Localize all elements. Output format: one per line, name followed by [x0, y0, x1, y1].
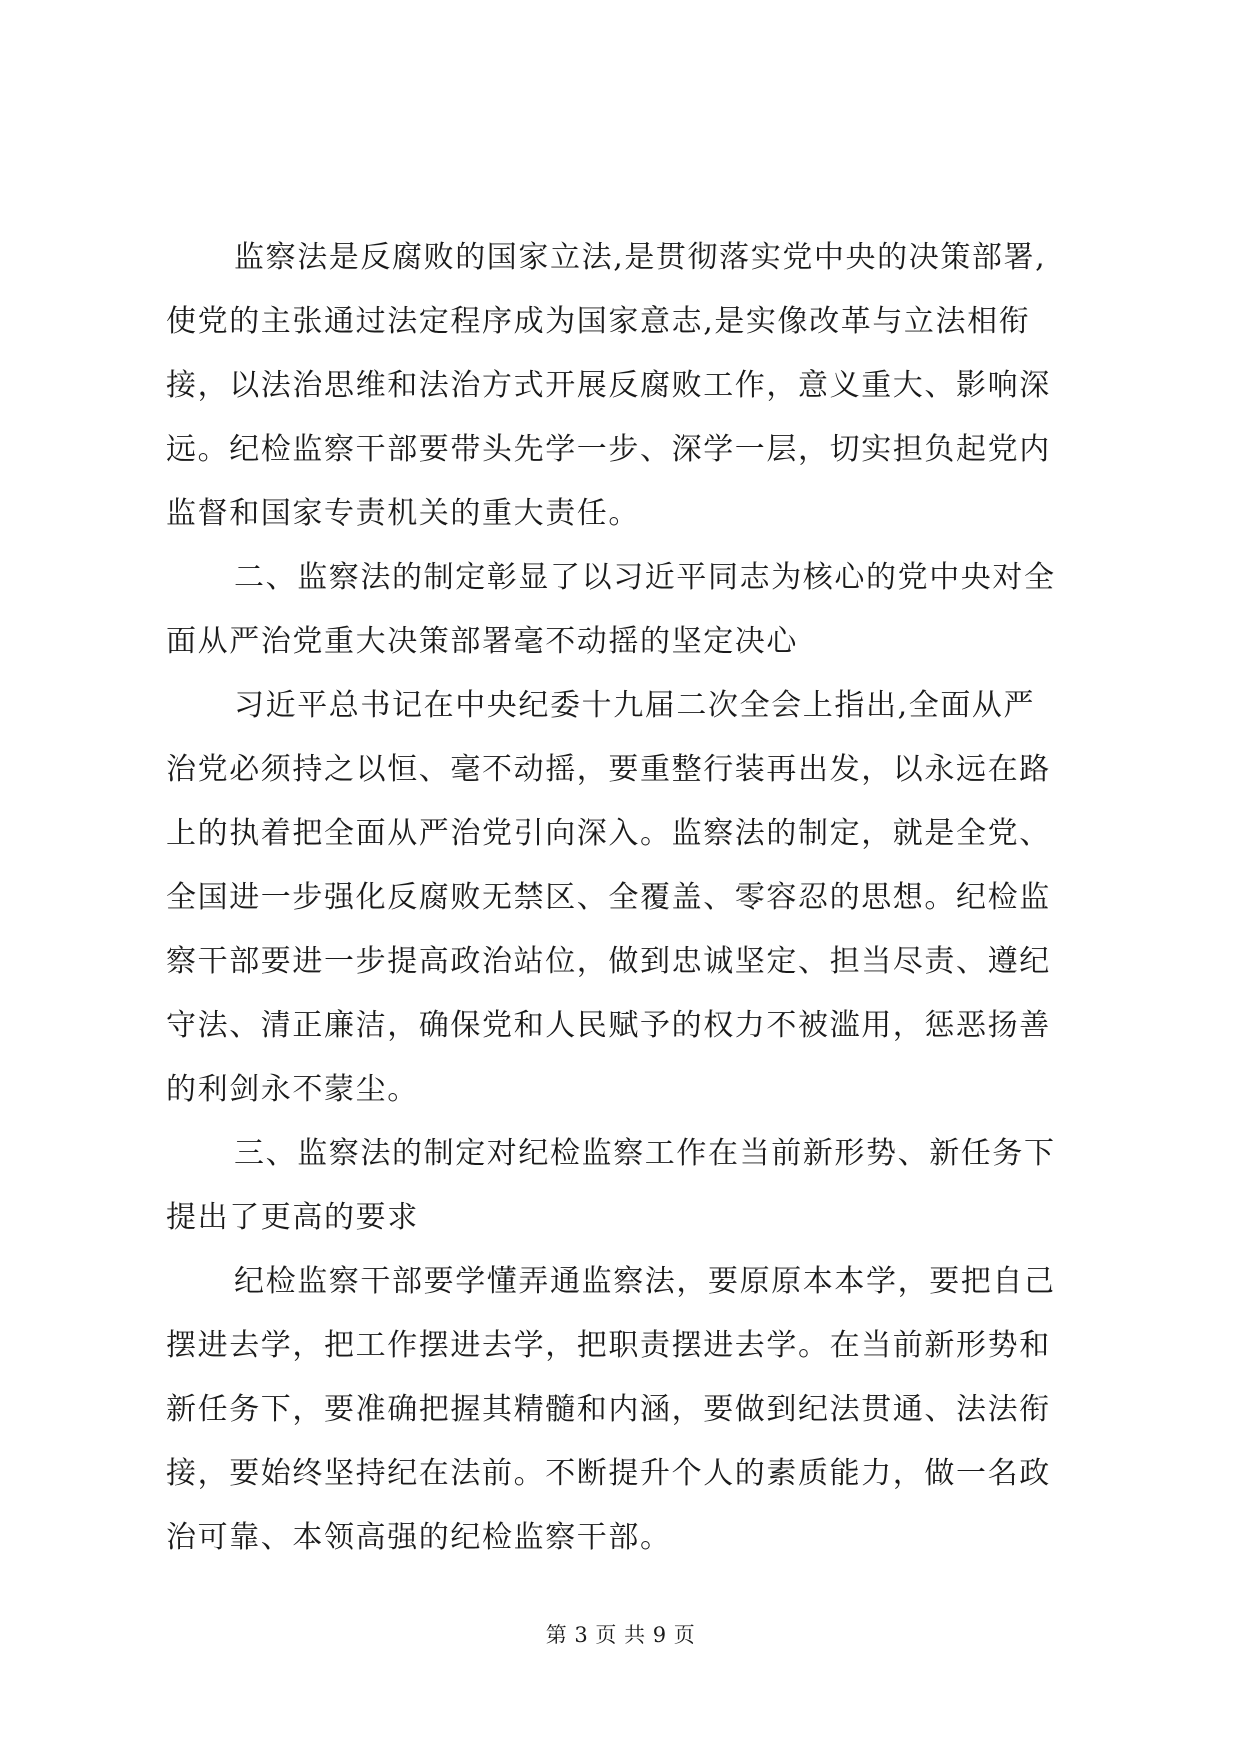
- text-line: 监察法是反腐败的国家立法,是贯彻落实党中央的决策部署,: [234, 240, 1047, 275]
- text-line: 监督和国家专责机关的重大责任。: [166, 496, 640, 531]
- section-heading-line: 二、监察法的制定彰显了以习近平同志为核心的党中央对全: [234, 560, 1056, 595]
- section-heading-line: 三、监察法的制定对纪检监察工作在当前新形势、新任务下: [234, 1136, 1056, 1171]
- text-line: 治党必须持之以恒、毫不动摇，要重整行装再出发，以永远在路: [166, 752, 1051, 787]
- text-line: 察干部要进一步提高政治站位，做到忠诚坚定、担当尽责、遵纪: [166, 944, 1051, 979]
- text-line: 接，要始终坚持纪在法前。不断提升个人的素质能力，做一名政: [166, 1456, 1051, 1491]
- text-line: 新任务下，要准确把握其精髓和内涵，要做到纪法贯通、法法衔: [166, 1392, 1051, 1427]
- text-line: 守法、清正廉洁，确保党和人民赋予的权力不被滥用，惩恶扬善: [166, 1008, 1051, 1043]
- body-text: [166, 226, 1078, 1570]
- text-line: 纪检监察干部要学懂弄通监察法，要原原本本学，要把自己: [234, 1264, 1056, 1299]
- text-line: 接，以法治思维和法治方式开展反腐败工作，意义重大、影响深: [166, 368, 1051, 403]
- text-line: 使党的主张通过法定程序成为国家意志,是实像改革与立法相衔: [166, 304, 1031, 339]
- section-heading-line: 面从严治党重大决策部署毫不动摇的坚定决心: [166, 624, 798, 659]
- text-line: 全国进一步强化反腐败无禁区、全覆盖、零容忍的思想。纪检监: [166, 880, 1051, 915]
- page-number-footer: 第 3 页 共 9 页: [545, 1623, 696, 1647]
- text-line: 习近平总书记在中央纪委十九届二次全会上指出,全面从严: [234, 688, 1036, 723]
- text-line: 远。纪检监察干部要带头先学一步、深学一层，切实担负起党内: [166, 432, 1051, 467]
- text-line: 上的执着把全面从严治党引向深入。监察法的制定，就是全党、: [166, 816, 1051, 851]
- text-line: 摆进去学，把工作摆进去学，把职责摆进去学。在当前新形势和: [166, 1328, 1051, 1363]
- section-heading-line: 提出了更高的要求: [166, 1200, 419, 1235]
- text-line: 治可靠、本领高强的纪检监察干部。: [166, 1520, 672, 1555]
- text-line: 的利剑永不蒙尘。: [166, 1072, 419, 1107]
